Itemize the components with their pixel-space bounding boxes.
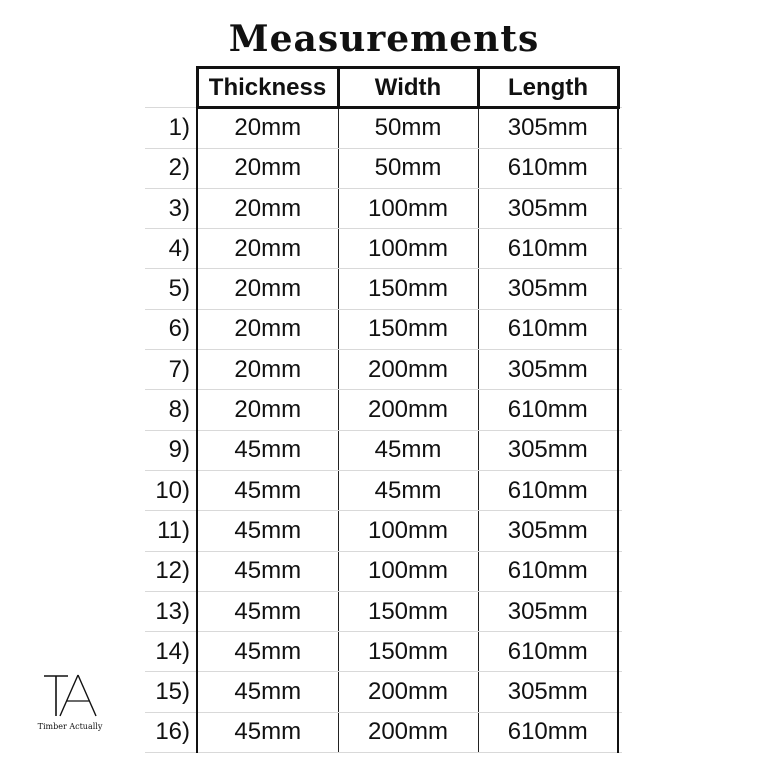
thickness-cell: 20mm — [197, 350, 338, 390]
row-index: 11) — [145, 511, 197, 551]
width-cell: 200mm — [338, 350, 478, 390]
length-cell: 305mm — [478, 269, 618, 309]
thickness-cell: 45mm — [197, 430, 338, 470]
row-index: 8) — [145, 390, 197, 430]
thickness-cell: 45mm — [197, 591, 338, 631]
thickness-cell: 45mm — [197, 672, 338, 712]
thickness-cell: 20mm — [197, 188, 338, 228]
header-row — [145, 68, 622, 108]
thickness-cell: 45mm — [197, 511, 338, 551]
spacer-cell — [618, 591, 622, 631]
width-cell: 200mm — [338, 712, 478, 752]
width-cell: 100mm — [338, 229, 478, 269]
spacer-cell — [618, 390, 622, 430]
row-index: 6) — [145, 309, 197, 349]
spacer-cell — [618, 68, 622, 108]
length-cell: 305mm — [478, 108, 618, 148]
length-cell: 610mm — [478, 551, 618, 591]
row-index: 16) — [145, 712, 197, 752]
thickness-cell: 45mm — [197, 712, 338, 752]
logo-caption: Timber Actually — [37, 722, 103, 731]
width-cell: 200mm — [338, 672, 478, 712]
row-index: 14) — [145, 632, 197, 672]
table-row — [145, 430, 622, 470]
table-row — [145, 390, 622, 430]
table-row — [145, 511, 622, 551]
table-row — [145, 229, 622, 269]
measurements-table — [145, 66, 622, 753]
spacer-cell — [618, 551, 622, 591]
length-cell: 610mm — [478, 229, 618, 269]
table-row — [145, 672, 622, 712]
spacer-cell — [618, 350, 622, 390]
width-cell: 50mm — [338, 108, 478, 148]
width-cell: 100mm — [338, 188, 478, 228]
table-row — [145, 712, 622, 752]
length-cell: 610mm — [478, 712, 618, 752]
thickness-cell: 20mm — [197, 390, 338, 430]
spacer-cell — [618, 309, 622, 349]
spacer-cell — [618, 511, 622, 551]
row-index: 1) — [145, 108, 197, 148]
table-row — [145, 309, 622, 349]
header-length: Length — [478, 68, 618, 108]
row-index: 4) — [145, 229, 197, 269]
row-index: 7) — [145, 350, 197, 390]
width-cell: 150mm — [338, 309, 478, 349]
thickness-cell: 20mm — [197, 148, 338, 188]
table-row — [145, 591, 622, 631]
table-row — [145, 350, 622, 390]
length-cell: 305mm — [478, 511, 618, 551]
row-index: 9) — [145, 430, 197, 470]
ta-monogram-logo-icon — [38, 672, 102, 720]
length-cell: 610mm — [478, 632, 618, 672]
page-title: Measurements — [228, 18, 540, 60]
thickness-cell: 45mm — [197, 632, 338, 672]
spacer-cell — [618, 632, 622, 672]
header-thickness: Thickness — [197, 68, 338, 108]
table-row — [145, 551, 622, 591]
width-cell: 150mm — [338, 632, 478, 672]
spacer-cell — [618, 430, 622, 470]
length-cell: 610mm — [478, 309, 618, 349]
spacer-cell — [618, 470, 622, 510]
row-index: 15) — [145, 672, 197, 712]
width-cell: 45mm — [338, 470, 478, 510]
header-width: Width — [338, 68, 478, 108]
index-header — [145, 68, 197, 108]
row-index: 3) — [145, 188, 197, 228]
width-cell: 100mm — [338, 511, 478, 551]
spacer-cell — [618, 672, 622, 712]
table-row — [145, 108, 622, 148]
table-row — [145, 188, 622, 228]
thickness-cell: 20mm — [197, 108, 338, 148]
width-cell: 100mm — [338, 551, 478, 591]
table-row — [145, 632, 622, 672]
width-cell: 200mm — [338, 390, 478, 430]
length-cell: 610mm — [478, 390, 618, 430]
table-row — [145, 148, 622, 188]
thickness-cell: 20mm — [197, 309, 338, 349]
length-cell: 305mm — [478, 672, 618, 712]
length-cell: 610mm — [478, 470, 618, 510]
length-cell: 305mm — [478, 188, 618, 228]
row-index: 12) — [145, 551, 197, 591]
width-cell: 150mm — [338, 269, 478, 309]
table-row — [145, 269, 622, 309]
length-cell: 305mm — [478, 350, 618, 390]
thickness-cell: 45mm — [197, 470, 338, 510]
thickness-cell: 20mm — [197, 229, 338, 269]
row-index: 2) — [145, 148, 197, 188]
width-cell: 45mm — [338, 430, 478, 470]
thickness-cell: 45mm — [197, 551, 338, 591]
spacer-cell — [618, 188, 622, 228]
spacer-cell — [618, 229, 622, 269]
spacer-cell — [618, 148, 622, 188]
length-cell: 305mm — [478, 430, 618, 470]
row-index: 5) — [145, 269, 197, 309]
thickness-cell: 20mm — [197, 269, 338, 309]
length-cell: 305mm — [478, 591, 618, 631]
width-cell: 50mm — [338, 148, 478, 188]
table-row — [145, 470, 622, 510]
timber-actually-logo — [30, 672, 110, 736]
row-index: 10) — [145, 470, 197, 510]
spacer-cell — [618, 269, 622, 309]
width-cell: 150mm — [338, 591, 478, 631]
row-index: 13) — [145, 591, 197, 631]
spacer-cell — [618, 712, 622, 752]
spacer-cell — [618, 108, 622, 148]
length-cell: 610mm — [478, 148, 618, 188]
